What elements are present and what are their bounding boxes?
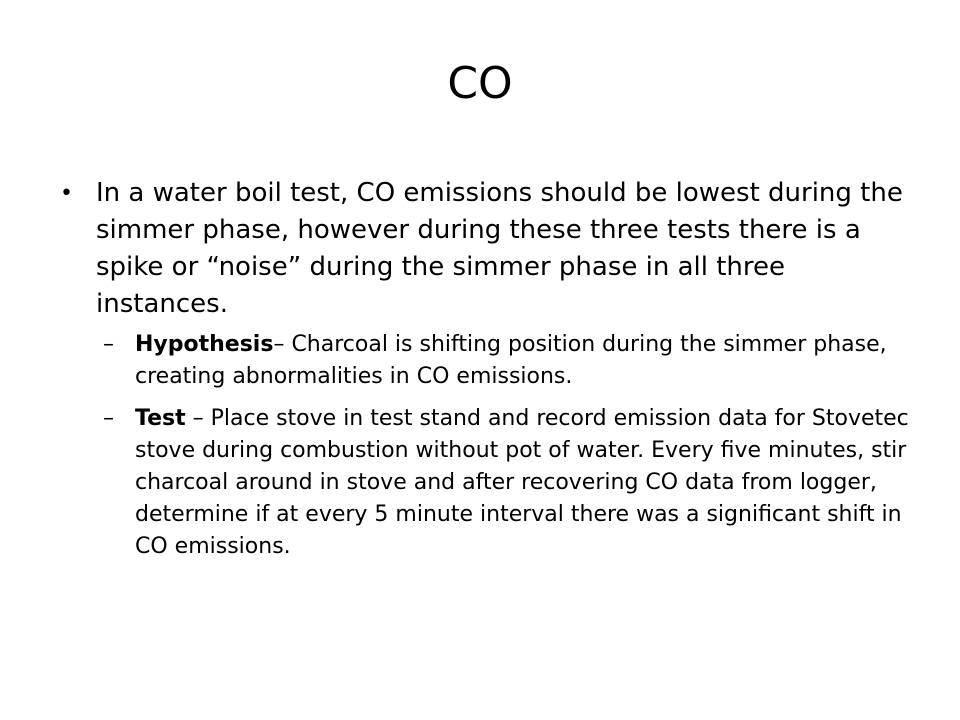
slide-title: CO [447,58,513,109]
bullet-item [60,175,904,323]
bullet-marker: • [60,181,73,206]
sub-bullet-hypothesis [103,329,920,393]
sub-bullet-label: Test [135,406,186,431]
slide-body [0,175,960,563]
sub-bullet-label: Hypothesis [135,332,274,357]
sub-bullet-marker: – [103,406,114,431]
sub-bullet-marker: – [103,332,114,357]
bullet-text: In a water boil test, CO emissions should be lowest during the simmer phase, however during these three tests there is a spike or “noise” during the simmer phase in all three instances. [96,178,903,319]
sub-bullet-text: – Charcoal is shifting position during the simmer phase, creating abnormalities in CO emissions. [135,332,887,389]
sub-bullet-test [103,403,920,563]
sub-bullet-text: – Place stove in test stand and record emission data for Stovetec stove during combustion without pot of water. Every five minutes, stir charcoal around in stove and after recovering CO data from logger, determine if at every 5 minute interval there was a significant shift in CO emissions. [135,406,909,559]
